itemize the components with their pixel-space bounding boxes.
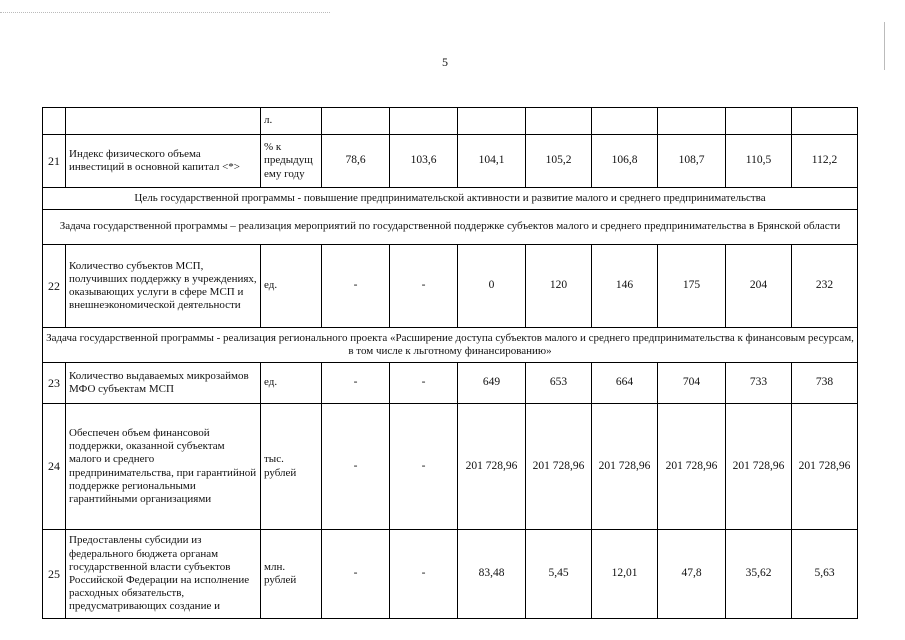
indicator-unit: ед. (261, 245, 322, 328)
program-goal-text: Цель государственной программы - повышение предпринимательской активности и развитие малого и среднего предпринимательства (43, 188, 858, 210)
value-cell: 0 (458, 245, 526, 328)
indicator-name: Количество выдаваемых микрозаймов МФО субъектам МСП (66, 363, 261, 404)
value-cell: 120 (526, 245, 592, 328)
value-cell: 664 (592, 363, 658, 404)
value-cell: 108,7 (658, 135, 726, 188)
cell-value (390, 108, 458, 135)
value-cell: 5,63 (792, 530, 858, 619)
value-cell: 704 (658, 363, 726, 404)
program-goal-row (43, 188, 858, 210)
value-cell: 112,2 (792, 135, 858, 188)
program-task-row (43, 328, 858, 363)
table-row (43, 530, 858, 619)
cell-value (526, 108, 592, 135)
value-cell: 201 728,96 (658, 404, 726, 530)
value-cell: 232 (792, 245, 858, 328)
row-number: 21 (43, 135, 66, 188)
table-row (43, 404, 858, 530)
value-cell: - (390, 530, 458, 619)
value-cell: - (390, 404, 458, 530)
value-cell: 105,2 (526, 135, 592, 188)
table-row (43, 363, 858, 404)
cell-name (66, 108, 261, 135)
table-row-continuation (43, 108, 858, 135)
program-task-row (43, 210, 858, 245)
value-cell: 106,8 (592, 135, 658, 188)
value-cell: - (390, 245, 458, 328)
cell-value (322, 108, 390, 135)
indicator-name: Индекс физического объема инвестиций в основной капитал <*> (66, 135, 261, 188)
value-cell: 738 (792, 363, 858, 404)
scan-artifact-edge (884, 22, 885, 70)
value-cell: 201 728,96 (526, 404, 592, 530)
value-cell: - (322, 245, 390, 328)
indicator-unit: % к предыдущ ему году (261, 135, 322, 188)
value-cell: 204 (726, 245, 792, 328)
value-cell: 104,1 (458, 135, 526, 188)
page-number: 5 (442, 55, 448, 69)
cell-value (658, 108, 726, 135)
program-task-text: Задача государственной программы – реализация мероприятий по государственной поддержке субъектов малого и среднего предпринимательства в Брянской области (43, 210, 858, 245)
value-cell: 5,45 (526, 530, 592, 619)
value-cell: 78,6 (322, 135, 390, 188)
indicator-unit: тыс. рублей (261, 404, 322, 530)
cell-value (458, 108, 526, 135)
value-cell: 201 728,96 (458, 404, 526, 530)
value-cell: 653 (526, 363, 592, 404)
scan-artifact-top (0, 12, 330, 21)
value-cell: 733 (726, 363, 792, 404)
value-cell: - (322, 404, 390, 530)
row-number: 23 (43, 363, 66, 404)
cell-value (792, 108, 858, 135)
row-number: 25 (43, 530, 66, 619)
value-cell: 201 728,96 (726, 404, 792, 530)
indicator-name: Предоставлены субсидии из федерального бюджета органам государственной власти субъектов Российской Федерации на исполнение расходных обязательств, предусматривающих создание и (66, 530, 261, 619)
value-cell: 175 (658, 245, 726, 328)
value-cell: 201 728,96 (792, 404, 858, 530)
cell-value (726, 108, 792, 135)
cell-unit: л. (261, 108, 322, 135)
indicator-name: Количество субъектов МСП, получивших поддержку в учреждениях, оказывающих услуги в сфере МСП и внешнеэкономической деятельности (66, 245, 261, 328)
value-cell: 35,62 (726, 530, 792, 619)
indicators-table (42, 107, 858, 619)
cell-num (43, 108, 66, 135)
value-cell: 83,48 (458, 530, 526, 619)
value-cell: 47,8 (658, 530, 726, 619)
value-cell: 146 (592, 245, 658, 328)
indicator-unit: млн. рублей (261, 530, 322, 619)
indicator-unit: ед. (261, 363, 322, 404)
indicator-name: Обеспечен объем финансовой поддержки, оказанной субъектам малого и среднего предпринимательства, при гарантийной поддержке региональными гарантийными организациями (66, 404, 261, 530)
row-number: 22 (43, 245, 66, 328)
row-number: 24 (43, 404, 66, 530)
cell-value (592, 108, 658, 135)
value-cell: 12,01 (592, 530, 658, 619)
value-cell: 103,6 (390, 135, 458, 188)
program-task-text: Задача государственной программы - реализация регионального проекта «Расширение доступа субъектов малого и среднего предпринимательства к финансовым ресурсам, в том числе к льготному финансированию» (43, 328, 858, 363)
value-cell: - (322, 363, 390, 404)
value-cell: - (322, 530, 390, 619)
value-cell: 201 728,96 (592, 404, 658, 530)
table-row (43, 135, 858, 188)
value-cell: 649 (458, 363, 526, 404)
value-cell: - (390, 363, 458, 404)
value-cell: 110,5 (726, 135, 792, 188)
table-row (43, 245, 858, 328)
